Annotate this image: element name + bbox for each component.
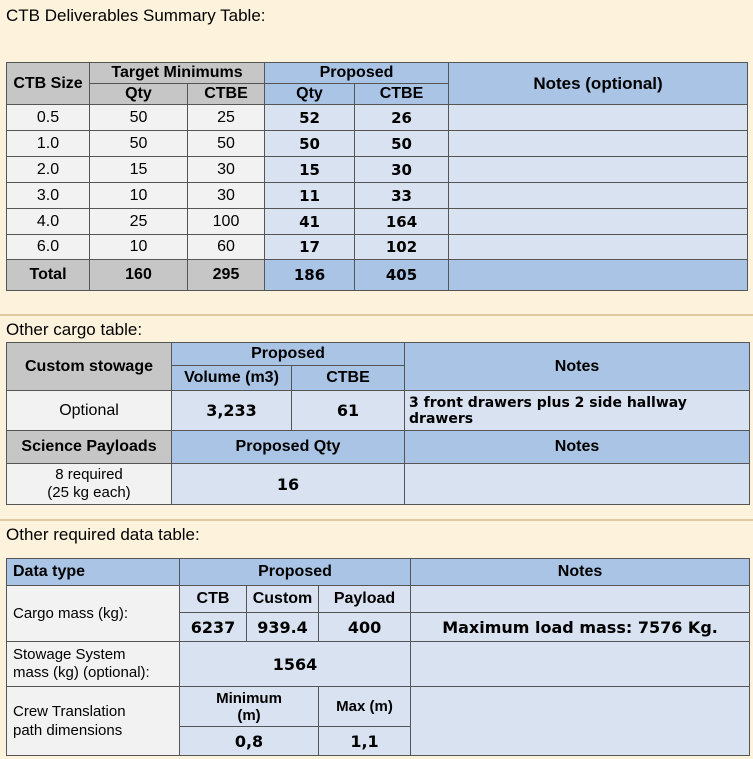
payload-mass-cell[interactable]: 400 xyxy=(319,613,411,642)
table-row xyxy=(7,157,748,183)
other-proposed-header: Proposed xyxy=(180,559,411,586)
target-qty-cell: 50 xyxy=(90,131,188,157)
header-target-ctbe: CTBE xyxy=(188,84,265,105)
total-row xyxy=(7,260,748,291)
proposed-ctbe-cell[interactable]: 102 xyxy=(355,235,449,260)
target-qty-cell: 25 xyxy=(90,209,188,235)
min-line-1: Minimum xyxy=(216,689,282,707)
total-proposed-ctbe: 405 xyxy=(355,260,449,291)
required-line-2: (25 kg each) xyxy=(47,484,131,501)
custom-header: Custom xyxy=(247,586,319,613)
science-qty-cell[interactable]: 16 xyxy=(172,464,405,505)
cargo-ctbe-cell[interactable]: 61 xyxy=(292,391,405,431)
total-proposed-qty: 186 xyxy=(265,260,355,291)
total-target-qty: 160 xyxy=(90,260,188,291)
custom-stowage-header: Custom stowage xyxy=(7,343,172,391)
science-notes-header: Notes xyxy=(405,431,750,464)
proposed-qty-cell[interactable]: 17 xyxy=(265,235,355,260)
proposed-qty-cell[interactable]: 50 xyxy=(265,131,355,157)
ctb-table-title: CTB Deliverables Summary Table: xyxy=(6,6,266,25)
size-cell: 0.5 xyxy=(7,105,90,131)
proposed-qty-cell[interactable]: 15 xyxy=(265,157,355,183)
stowage-line-1: Stowage System xyxy=(13,646,126,663)
volume-cell[interactable]: 3,233 xyxy=(172,391,292,431)
total-label: Total xyxy=(7,260,90,291)
header-target-minimums: Target Minimums xyxy=(90,63,265,84)
proposed-qty-header: Proposed Qty xyxy=(172,431,405,464)
notes-cell[interactable] xyxy=(449,157,748,183)
target-ctbe-cell: 60 xyxy=(188,235,265,260)
cargo-proposed-header: Proposed xyxy=(172,343,405,366)
proposed-qty-cell[interactable]: 11 xyxy=(265,183,355,209)
header-target-qty: Qty xyxy=(90,84,188,105)
cargo-notes-cell[interactable]: 3 front drawers plus 2 side hallway drawers xyxy=(405,391,750,431)
header-proposed-ctbe: CTBE xyxy=(355,84,449,105)
ctb-mass-cell[interactable]: 6237 xyxy=(180,613,247,642)
target-ctbe-cell: 30 xyxy=(188,157,265,183)
target-qty-cell: 50 xyxy=(90,105,188,131)
ctb-header: CTB xyxy=(180,586,247,613)
max-value-cell[interactable]: 1,1 xyxy=(319,727,411,756)
required-cell xyxy=(7,464,172,505)
cargo-notes-header: Notes xyxy=(405,343,750,391)
target-ctbe-cell: 25 xyxy=(188,105,265,131)
data-type-header: Data type xyxy=(7,559,180,586)
other-data-title: Other required data table: xyxy=(6,525,200,544)
size-cell: 1.0 xyxy=(7,131,90,157)
required-line-1: 8 required xyxy=(55,466,123,483)
stowage-notes-cell[interactable] xyxy=(411,642,750,687)
science-notes-cell[interactable] xyxy=(405,464,750,505)
custom-mass-cell[interactable]: 939.4 xyxy=(247,613,319,642)
stowage-mass-label xyxy=(7,642,180,687)
table-row xyxy=(7,183,748,209)
optional-cell: Optional xyxy=(7,391,172,431)
size-cell: 6.0 xyxy=(7,235,90,260)
payload-header: Payload xyxy=(319,586,411,613)
proposed-ctbe-cell[interactable]: 50 xyxy=(355,131,449,157)
target-ctbe-cell: 30 xyxy=(188,183,265,209)
proposed-qty-cell[interactable]: 41 xyxy=(265,209,355,235)
header-ctb-size xyxy=(7,63,90,105)
stowage-mass-cell[interactable]: 1564 xyxy=(180,642,411,687)
target-qty-cell: 15 xyxy=(90,157,188,183)
notes-cell[interactable] xyxy=(449,209,748,235)
target-ctbe-cell: 50 xyxy=(188,131,265,157)
max-header: Max (m) xyxy=(319,687,411,727)
header-notes: Notes (optional) xyxy=(449,63,748,105)
ctbe-header: CTBE xyxy=(292,366,405,391)
size-cell: 2.0 xyxy=(7,157,90,183)
cargo-notes-top xyxy=(411,586,750,613)
size-cell: 3.0 xyxy=(7,183,90,209)
header-proposed: Proposed xyxy=(265,63,449,84)
table-row xyxy=(7,235,748,260)
cargo-mass-label: Cargo mass (kg): xyxy=(7,586,180,642)
cargo-table-title: Other cargo table: xyxy=(6,320,143,339)
notes-cell[interactable] xyxy=(449,105,748,131)
min-line-2: (m) xyxy=(237,706,261,724)
table-row xyxy=(7,209,748,235)
section-divider xyxy=(0,314,753,316)
header-proposed-qty: Qty xyxy=(265,84,355,105)
crew-translation-label xyxy=(7,687,180,756)
target-ctbe-cell: 100 xyxy=(188,209,265,235)
other-required-data-table xyxy=(6,558,750,756)
proposed-ctbe-cell[interactable]: 33 xyxy=(355,183,449,209)
table-row xyxy=(7,131,748,157)
table-row xyxy=(7,105,748,131)
proposed-ctbe-cell[interactable]: 164 xyxy=(355,209,449,235)
notes-cell[interactable] xyxy=(449,131,748,157)
volume-header: Volume (m3) xyxy=(172,366,292,391)
min-value-cell[interactable]: 0,8 xyxy=(180,727,319,756)
ctb-deliverables-table xyxy=(6,62,748,291)
total-notes[interactable] xyxy=(449,260,748,291)
header-ctb-size-label: CTB Size xyxy=(13,74,83,92)
science-payloads-header: Science Payloads xyxy=(7,431,172,464)
crew-line-2: path dimensions xyxy=(13,722,123,739)
notes-cell[interactable] xyxy=(449,183,748,209)
total-target-ctbe: 295 xyxy=(188,260,265,291)
target-qty-cell: 10 xyxy=(90,183,188,209)
target-qty-cell: 10 xyxy=(90,235,188,260)
crew-line-1: Crew Translation xyxy=(13,703,126,720)
cargo-mass-notes[interactable]: Maximum load mass: 7576 Kg. xyxy=(411,613,750,642)
proposed-qty-cell[interactable]: 52 xyxy=(265,105,355,131)
size-cell: 4.0 xyxy=(7,209,90,235)
section-divider xyxy=(0,519,753,521)
crew-notes-cell[interactable] xyxy=(411,687,750,756)
other-cargo-table xyxy=(6,342,750,505)
other-notes-header: Notes xyxy=(411,559,750,586)
notes-cell[interactable] xyxy=(449,235,748,260)
proposed-ctbe-cell[interactable]: 30 xyxy=(355,157,449,183)
proposed-ctbe-cell[interactable]: 26 xyxy=(355,105,449,131)
minimum-header xyxy=(180,687,319,727)
stowage-line-2: mass (kg) (optional): xyxy=(13,664,150,681)
